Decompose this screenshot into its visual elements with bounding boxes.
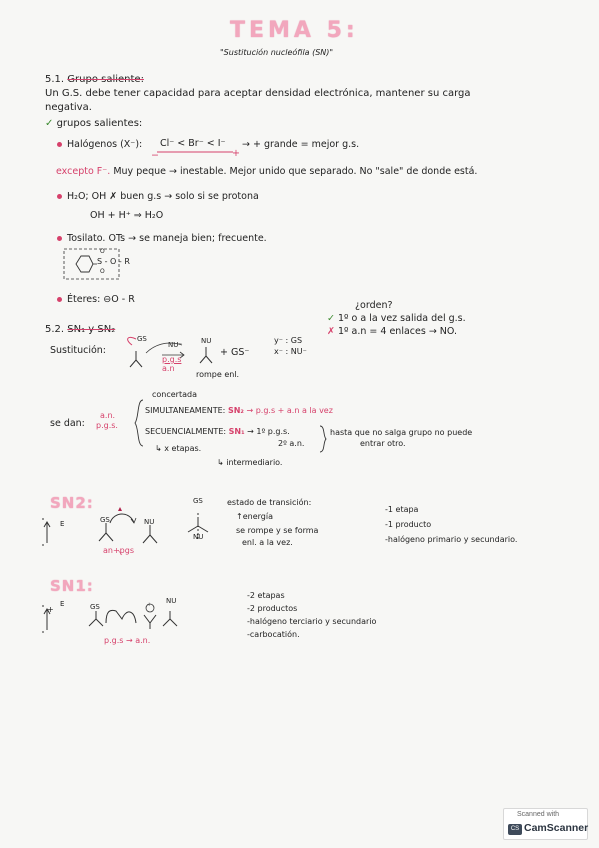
tosylate-text: Tosilato. OTs → se maneja bien; frecuente.	[67, 233, 267, 244]
y-equivalence: y⁻ : GS	[274, 336, 303, 345]
transition-state-nu: NU	[193, 533, 204, 541]
camscanner-logo-icon: CS	[508, 824, 522, 835]
section-5-1-heading	[45, 74, 144, 86]
substitution-an-label: a.n	[162, 364, 175, 373]
transition-state-gs: GS	[193, 497, 203, 505]
transition-state-same-time: enl. a la vez.	[242, 538, 293, 547]
exception-text: Muy peque → inestable. Mejor unido que separado. No "sale" de donde está.	[113, 166, 478, 177]
halogens-result: → + grande = mejor g.s.	[242, 139, 360, 150]
ethers-item	[57, 294, 135, 305]
substitution-nu-minus: NU⁻	[168, 341, 183, 349]
order-question: ¿orden?	[355, 300, 393, 311]
tosylate-oxygen-top: O	[100, 248, 105, 255]
page-title: TEMA 5:	[230, 18, 359, 43]
cross-icon: ✗	[327, 326, 335, 337]
halogens-label: Halógenos (X⁻):	[67, 139, 143, 150]
sequential-label: SECUENCIALMENTE:	[145, 427, 227, 436]
transition-state-label: estado de transición:	[227, 498, 312, 507]
sn2-fact-1: -1 etapa	[385, 505, 419, 514]
exception-line	[56, 166, 477, 177]
transition-state-breaks: se rompe y se forma	[236, 526, 319, 535]
sn1-plus-sign: +	[47, 605, 54, 614]
intermediate-note: ↳ intermediario.	[217, 458, 283, 467]
definition-line-1: Un G.S. debe tener capacidad para aceptar densidad electrónica, mantener su carga	[45, 88, 471, 99]
se-dan-brace-icon	[133, 398, 145, 448]
sn2-label: SN₂	[227, 406, 244, 415]
sequential-step-1: → 1º p.g.s.	[247, 427, 290, 436]
se-dan-pgs: p.g.s.	[96, 421, 118, 430]
order-line-1-text: 1º o a la vez salida del g.s.	[338, 313, 466, 324]
water-text: H₂O; OH ✗ buen g.s → solo si se protona	[67, 191, 259, 202]
halogens-series: Cl⁻ < Br⁻ < I⁻	[160, 138, 226, 149]
page-subtitle: "Sustitución nucleófila (SN)"	[220, 48, 334, 57]
substitution-label: Sustitución:	[50, 345, 107, 356]
leaving-groups-label: grupos salientes:	[56, 118, 143, 129]
section-5-2-heading	[45, 324, 115, 336]
sequential-line	[145, 427, 290, 437]
breaks-bond-note: rompe enl.	[196, 370, 240, 379]
definition-line-2: negativa.	[45, 102, 92, 113]
sequential-note-1: hasta que no salga grupo no puede	[330, 428, 473, 437]
sn1-gs-label: GS	[90, 603, 100, 611]
sn1-energy-label: E	[60, 600, 65, 608]
order-line-1	[327, 313, 466, 324]
sn1-fact-2: -2 productos	[247, 604, 298, 613]
substitution-plus-gs: + GS⁻	[220, 347, 250, 358]
section-5-1-number: 5.1.	[45, 74, 65, 85]
bullet-icon	[57, 194, 62, 199]
water-equation: OH + H⁺ ⇒ H₂O	[90, 210, 164, 221]
substitution-gs-label: GS	[137, 335, 147, 343]
section-5-1-title: Grupo saliente:	[67, 74, 144, 85]
tosylate-oxygen-bottom: O	[100, 268, 105, 275]
camscanner-badge	[503, 808, 588, 840]
check-icon: ✓	[45, 118, 54, 129]
sequential-step-2: 2º a.n.	[278, 439, 305, 448]
exception-label: excepto F⁻.	[56, 166, 111, 177]
order-line-2	[327, 326, 457, 337]
sn1-fact-4: -carbocatión.	[247, 630, 300, 639]
bullet-icon	[57, 142, 62, 147]
scanned-with-label: Scanned with	[517, 811, 560, 818]
tosylate-structure-text: S - O - R	[97, 257, 130, 266]
substitution-nu-label: NU	[201, 337, 212, 345]
se-dan-label: se dan:	[50, 418, 85, 429]
order-line-2-text: 1º a.n = 4 enlaces → NO.	[338, 326, 458, 337]
sequential-note-2: entrar otro.	[360, 439, 406, 448]
section-5-2-title: SN₁ y SN₂	[67, 324, 116, 335]
x-equivalence: x⁻ : NU⁻	[274, 347, 307, 356]
bullet-icon	[57, 297, 62, 302]
transition-state-energy: ↑energía	[236, 512, 273, 521]
halogens-plus-sign: +	[232, 148, 240, 159]
simultaneous-result: → p.g.s + a.n a la vez	[246, 406, 333, 415]
leaving-groups-heading	[45, 118, 142, 130]
se-dan-an: a.n.	[100, 411, 116, 420]
halogens-item	[57, 139, 142, 150]
simultaneous-label: SIMULTANEAMENTE:	[145, 406, 226, 415]
sn1-label: SN₁	[228, 427, 245, 436]
water-item	[57, 191, 259, 202]
check-icon: ✓	[327, 313, 335, 324]
sn2-energy-label: E	[60, 520, 65, 528]
sn2-an-pgs: an+pgs	[103, 546, 134, 555]
ethers-text: Éteres: ⊖O - R	[67, 294, 135, 305]
sn1-carbocation-plus: +	[147, 602, 152, 608]
sn1-nu-label: NU	[166, 597, 177, 605]
tosylate-item	[57, 233, 267, 244]
two-steps-note: ↳ x etapas.	[155, 444, 202, 453]
sn2-gs-label: GS	[100, 516, 110, 524]
camscanner-app-name: CamScanner	[524, 822, 589, 834]
concerted-note: concertada	[152, 390, 197, 399]
sn1-section-title: SN1:	[50, 577, 94, 595]
halogens-minus-sign: −	[151, 150, 159, 161]
sn1-fact-3: -halógeno terciario y secundario	[247, 617, 377, 626]
sn1-pgs-an: p.g.s → a.n.	[104, 636, 151, 645]
sn2-fact-2: -1 producto	[385, 520, 432, 529]
sn1-fact-1: -2 etapas	[247, 591, 285, 600]
sequential-brace-icon	[318, 424, 328, 454]
substitution-pgs-label: p.g.s	[162, 355, 182, 364]
bullet-icon	[57, 236, 62, 241]
transition-state-icon	[183, 505, 213, 549]
sn2-section-title: SN2:	[50, 494, 94, 512]
section-5-2-number: 5.2.	[45, 324, 65, 335]
sn2-fact-3: -halógeno primario y secundario.	[385, 535, 518, 544]
sn2-nu-label: NU	[144, 518, 155, 526]
simultaneous-line	[145, 406, 333, 416]
